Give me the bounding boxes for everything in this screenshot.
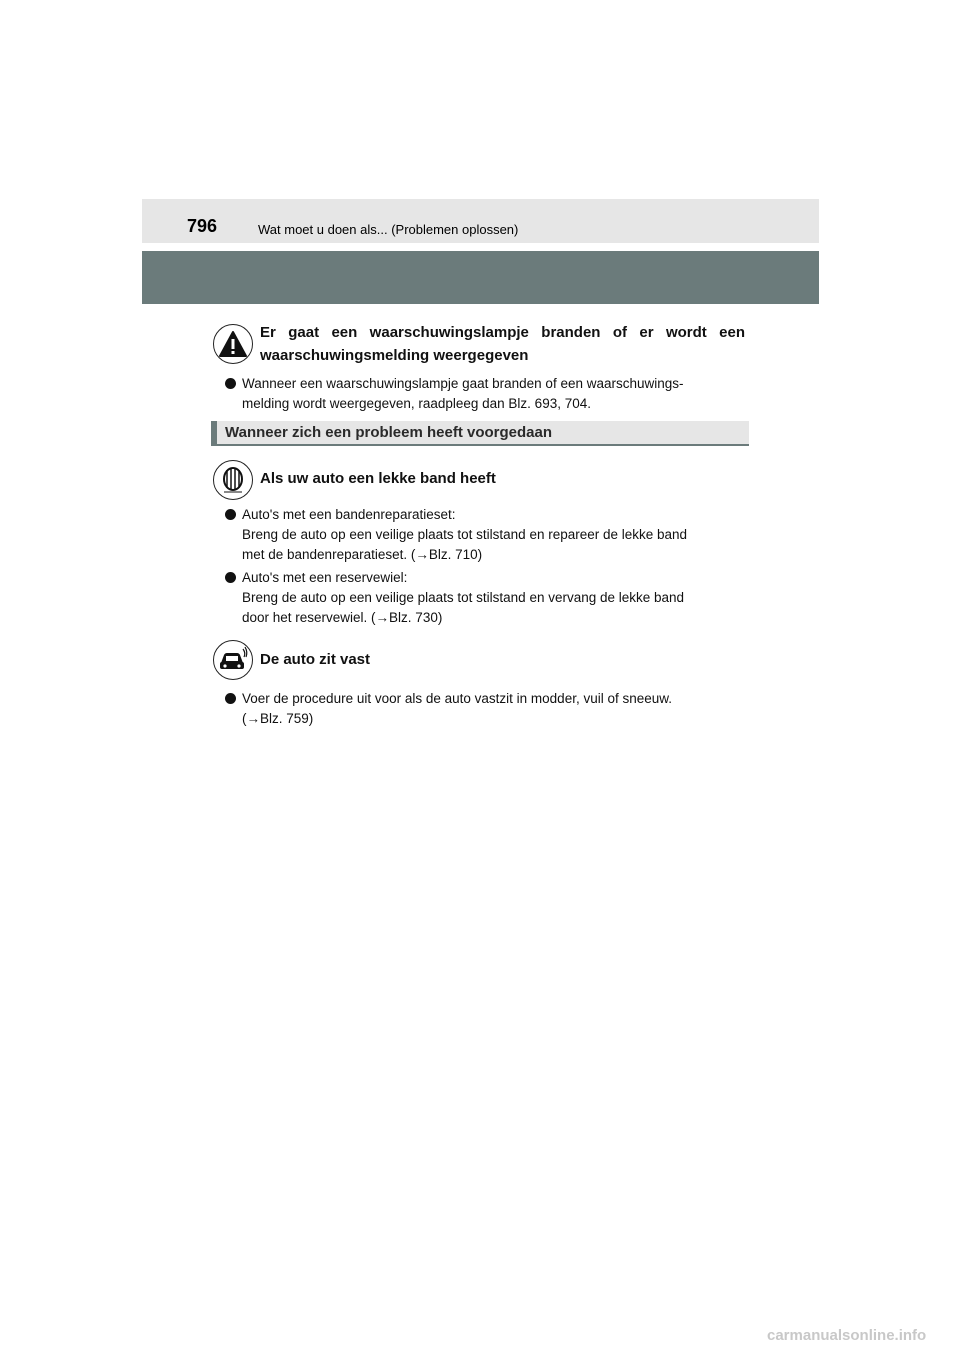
- running-title: Wat moet u doen als... (Problemen oplossen): [258, 222, 519, 237]
- warning-heading-line2: waarschuwingsmelding weergegeven: [260, 347, 529, 364]
- list-item: [225, 689, 745, 729]
- list-item: [225, 568, 745, 628]
- list-item: [225, 374, 745, 414]
- subsection-accent-bar: [211, 421, 217, 444]
- warning-heading: [260, 321, 745, 367]
- bullet-text-line: met de bandenreparatieset. (→Blz. 710): [242, 547, 483, 562]
- bullet-icon: [225, 378, 236, 389]
- warning-triangle-icon: [213, 324, 253, 364]
- bullet-icon: [225, 693, 236, 704]
- subsection-header: [211, 421, 749, 446]
- bullet-text-line: Auto's met een bandenreparatieset:: [242, 507, 456, 522]
- bullet-text-line: melding wordt weergegeven, raadpleeg dan Blz. 693, 704.: [242, 396, 591, 411]
- tire-icon: [213, 460, 253, 500]
- warning-heading-line1: Er gaat een waarschuwingslampje branden of er wordt een: [260, 324, 745, 341]
- stuck-car-icon: [213, 640, 253, 680]
- bullet-text-line: Breng de auto op een veilige plaats tot stilstand en vervang de lekke band: [242, 590, 685, 605]
- bullet-text-line: Auto's met een reservewiel:: [242, 570, 408, 585]
- bullet-text-line: door het reservewiel. (→Blz. 730): [242, 610, 443, 625]
- watermark: carmanualsonline.info: [767, 1327, 927, 1344]
- bullet-icon: [225, 509, 236, 520]
- flat-tire-heading: Als uw auto een lekke band heeft: [260, 470, 496, 487]
- bullet-text-line: Voer de procedure uit voor als de auto vastzit in modder, vuil of sneeuw.: [242, 691, 673, 706]
- bullet-text-line: Wanneer een waarschuwingslampje gaat branden of een waarschuwings-: [242, 376, 684, 391]
- subsection-title: Wanneer zich een probleem heeft voorgedaan: [225, 424, 553, 441]
- bullet-text-line: Breng de auto op een veilige plaats tot stilstand en repareer de lekke band: [242, 527, 688, 542]
- section-band: [142, 251, 819, 304]
- bullet-icon: [225, 572, 236, 583]
- stuck-heading: De auto zit vast: [260, 651, 371, 668]
- page-number: 796: [187, 216, 218, 236]
- bullet-text-line: (→Blz. 759): [242, 711, 314, 726]
- list-item: [225, 505, 745, 565]
